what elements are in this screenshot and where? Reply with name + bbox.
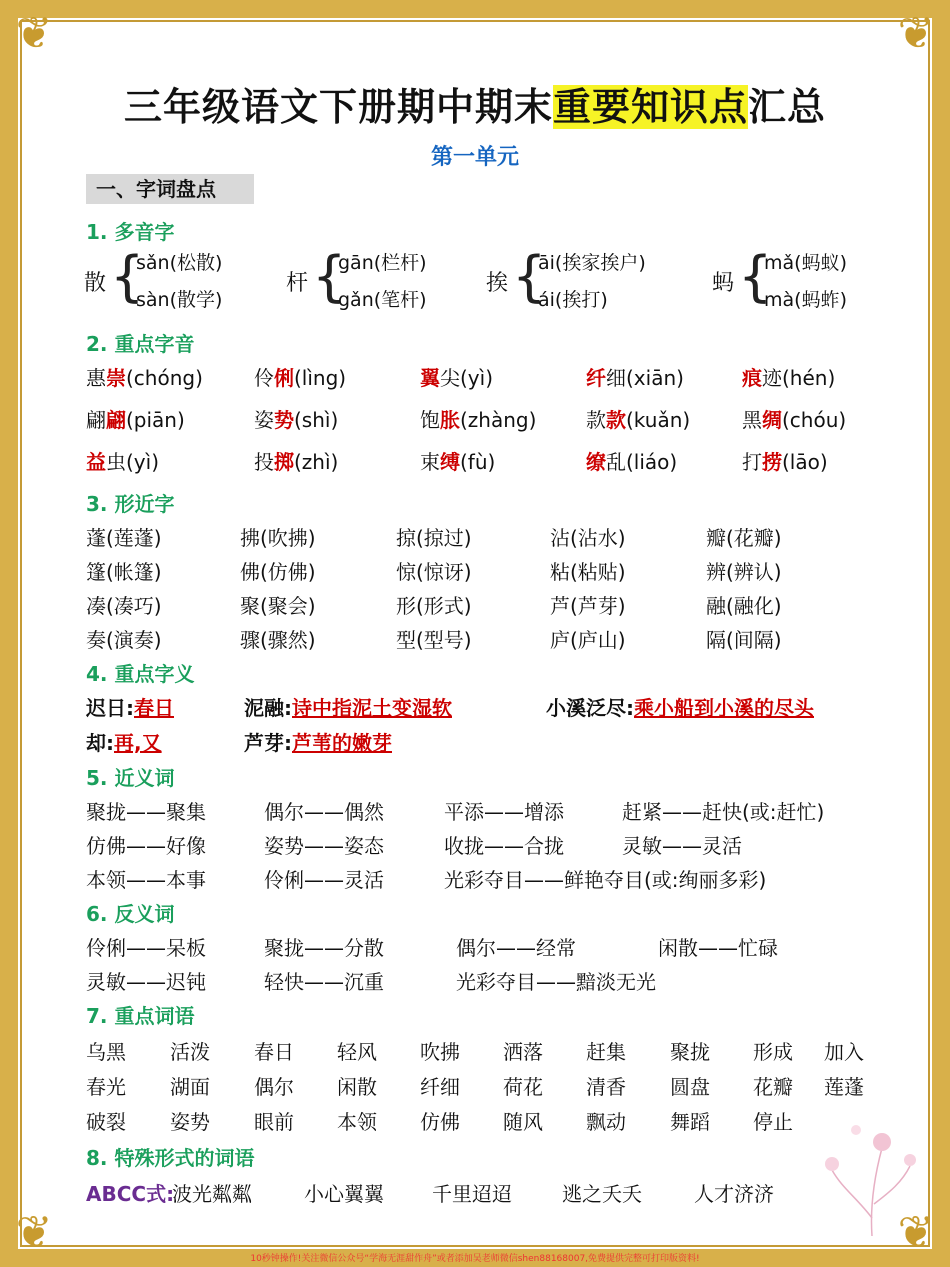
brace-icon: { [512,245,547,308]
key-sound-char: 崇 [106,366,126,390]
heading-meanings: 4. 重点字义 [86,662,195,686]
key-sound-post: (fù) [460,450,496,474]
key-word-item: 纤细 [420,1075,460,1099]
key-sound-post: (lìng) [294,366,347,390]
antonym-item: 灵敏——迟钝 [86,970,206,994]
key-sound-pre: 投 [254,450,274,474]
key-sound-char: 绸 [762,408,782,432]
similar-char-item: 芦(芦芽) [550,594,626,618]
key-sound-post: 细(xiān) [606,366,684,390]
key-word-item: 舞蹈 [670,1110,710,1134]
heading-synonyms: 5. 近义词 [86,766,175,790]
key-sound-pre: 翩 [86,408,106,432]
synonym-item: 姿势——姿态 [264,834,384,858]
similar-char-item: 融(融化) [706,594,782,618]
key-sound-item [586,404,690,433]
key-word-item: 破裂 [86,1110,126,1134]
polyphone-reading: mǎ(蚂蚁) [764,252,847,274]
key-sound-item [86,362,203,391]
key-sound-post: (lāo) [782,450,828,474]
key-sound-item [586,446,677,475]
key-sound-char: 纤 [586,366,606,390]
key-sound-char: 翩 [106,408,126,432]
antonym-item: 伶俐——呆板 [86,936,206,960]
similar-char-item: 庐(庐山) [550,628,626,652]
heading-polyphones: 1. 多音字 [86,220,175,244]
polyphone-char: 散 [84,271,107,296]
key-sound-post: (zhì) [294,450,339,474]
polyphone-reading: sàn(散学) [136,289,223,311]
key-sound-pre: 束 [420,450,440,474]
polyphone-reading: mà(蚂蚱) [764,289,847,311]
key-word-item: 闲散 [337,1075,377,1099]
antonym-item: 闲散——忙碌 [658,936,778,960]
heading-special-forms: 8. 特殊形式的词语 [86,1146,255,1170]
polyphone-char: 挨 [486,271,509,296]
key-word-item: 清香 [586,1075,626,1099]
key-word-item: 本领 [337,1110,377,1134]
similar-char-item: 聚(聚会) [240,594,316,618]
synonym-item: 仿佛——好像 [86,834,206,858]
similar-char-item: 惊(惊讶) [396,560,472,584]
special-form-item: 人才济济 [694,1182,774,1206]
key-sound-char: 翼 [420,366,440,390]
similar-char-item: 凑(凑巧) [86,594,162,618]
key-sound-post: (chóu) [782,408,847,432]
key-sound-item [420,362,493,391]
key-sound-pre: 款 [586,408,606,432]
synonym-item: 收拢——合拢 [444,834,564,858]
key-word-item: 形成 [753,1040,793,1064]
key-word-item: 仿佛 [420,1110,460,1134]
key-sound-item [420,446,495,475]
heading-similar-chars: 3. 形近字 [86,492,175,516]
key-sound-post: 虫(yì) [106,450,159,474]
polyphone-reading: gān(栏杆) [338,252,427,274]
key-sound-char: 痕 [742,366,762,390]
key-sound-char: 缚 [440,450,460,474]
key-word-item: 停止 [753,1110,793,1134]
synonym-item: 偶尔——偶然 [264,800,384,824]
key-word-item: 赶集 [586,1040,626,1064]
key-word-item: 轻风 [337,1040,377,1064]
similar-char-item: 隔(间隔) [706,628,782,652]
key-word-item: 吹拂 [420,1040,460,1064]
synonym-item: 灵敏——灵活 [622,834,742,858]
key-word-item: 姿势 [170,1110,210,1134]
key-sound-char: 益 [86,450,106,474]
similar-char-item: 佛(仿佛) [240,560,316,584]
key-sound-char: 胀 [440,408,460,432]
synonym-item: 赶紧——赶快(或:赶忙) [622,800,825,824]
heading-antonyms: 6. 反义词 [86,902,175,926]
key-sound-post: (zhàng) [460,408,537,432]
key-sound-pre: 姿 [254,408,274,432]
polyphone-reading: gǎn(笔杆) [338,289,427,311]
key-sound-item [742,446,828,475]
key-word-item: 圆盘 [670,1075,710,1099]
key-sound-item [254,362,346,391]
similar-char-item: 型(型号) [396,628,472,652]
antonym-item: 偶尔——经常 [456,936,576,960]
key-sound-post: (chóng) [126,366,203,390]
key-sound-char: 缭 [586,450,606,474]
similar-char-item: 骤(骤然) [240,628,316,652]
key-sound-char: 俐 [274,366,294,390]
key-word-item: 活泼 [170,1040,210,1064]
similar-char-item: 篷(帐篷) [86,560,162,584]
antonym-item: 聚拢——分散 [264,936,384,960]
polyphone-reading: ái(挨打) [538,289,608,311]
similar-char-item: 辨(辨认) [706,560,782,584]
key-word-item: 莲蓬 [824,1075,864,1099]
ornament-icon: ❦ [15,1207,53,1258]
special-form-item: 小心翼翼 [304,1182,384,1206]
special-label: ABCC式: [86,1182,175,1206]
similar-char-item: 沾(沾水) [550,526,626,550]
key-sound-post: 乱(liáo) [606,450,678,474]
antonym-item: 轻快——沉重 [264,970,384,994]
key-word-item: 加入 [824,1040,864,1064]
key-sound-post: (kuǎn) [626,408,691,432]
meaning-item: 泥融:诗中指泥土变湿软 [244,696,452,720]
key-sound-item [586,362,684,391]
key-sound-char: 款 [606,408,626,432]
key-sound-pre: 黑 [742,408,762,432]
key-word-item: 偶尔 [254,1075,294,1099]
similar-char-item: 形(形式) [396,594,472,618]
special-form-item: 千里迢迢 [432,1182,512,1206]
key-sound-post: (shì) [294,408,339,432]
synonym-item: 平添——增添 [444,800,564,824]
similar-char-item: 奏(演奏) [86,628,162,652]
key-sound-item [420,404,536,433]
key-word-item: 荷花 [503,1075,543,1099]
key-word-item: 春光 [86,1075,126,1099]
heading-key-sounds: 2. 重点字音 [86,332,195,356]
brace-icon: { [110,245,145,308]
key-sound-post: (piān) [126,408,185,432]
key-sound-post: 尖(yì) [440,366,493,390]
key-sound-item [86,404,185,433]
similar-char-item: 拂(吹拂) [240,526,316,550]
similar-char-item: 瓣(花瓣) [706,526,782,550]
key-sound-char: 势 [274,408,294,432]
heading-key-words: 7. 重点词语 [86,1004,195,1028]
key-word-item: 湖面 [170,1075,210,1099]
similar-char-item: 蓬(莲蓬) [86,526,162,550]
ornament-icon: ❦ [15,8,53,59]
key-sound-item [254,404,338,433]
special-form-item: 逃之夭夭 [562,1182,642,1206]
key-word-item: 聚拢 [670,1040,710,1064]
section-heading: 一、字词盘点 [86,174,254,204]
key-word-item: 花瓣 [753,1075,793,1099]
meaning-item: 迟日:春日 [86,696,174,720]
synonym-item: 伶俐——灵活 [264,868,384,892]
brace-icon: { [738,245,773,308]
key-sound-char: 捞 [762,450,782,474]
synonym-item: 光彩夺目——鲜艳夺目(或:绚丽多彩) [444,868,767,892]
key-sound-item [86,446,159,475]
key-sound-pre: 饱 [420,408,440,432]
polyphone-char: 蚂 [712,271,735,296]
key-sound-item [742,404,846,433]
special-form-item: 波光粼粼 [172,1182,252,1206]
polyphone-reading: sǎn(松散) [136,252,223,274]
page-title: 三年级语文下册期中期末重要知识点汇总 [123,85,827,129]
similar-char-item: 粘(粘贴) [550,560,626,584]
antonym-item: 光彩夺目——黯淡无光 [456,970,656,994]
synonym-item: 本领——本事 [86,868,206,892]
polyphone-char: 杆 [286,271,309,296]
footer-note: 10秒钟操作!关注微信公众号“学海无涯甜作舟”或者添加吴老师微信shen88168007,免费提供完整可打印版资料! [250,1254,700,1264]
key-word-item: 洒落 [503,1040,543,1064]
key-sound-pre: 打 [742,450,762,474]
key-word-item: 乌黑 [86,1040,126,1064]
synonym-item: 聚拢——聚集 [86,800,206,824]
key-sound-pre: 惠 [86,366,106,390]
flower-decoration [812,1108,922,1236]
key-sound-char: 掷 [274,450,294,474]
similar-char-item: 掠(掠过) [396,526,472,550]
key-word-item: 飘动 [586,1110,626,1134]
key-word-item: 随风 [503,1110,543,1134]
key-word-item: 春日 [254,1040,294,1064]
key-sound-post: 迹(hén) [762,366,836,390]
unit-title: 第一单元 [430,145,519,170]
ornament-icon: ❦ [897,8,935,59]
key-word-item: 眼前 [254,1110,294,1134]
key-sound-item [254,446,338,475]
meaning-item: 却:再,又 [86,731,162,755]
key-sound-item [742,362,835,391]
ornament-icon: ❦ [897,1207,935,1258]
meaning-item: 小溪泛尽:乘小船到小溪的尽头 [546,696,814,720]
brace-icon: { [312,245,347,308]
key-sound-pre: 伶 [254,366,274,390]
polyphone-reading: āi(挨家挨户) [538,252,646,274]
meaning-item: 芦芽:芦苇的嫩芽 [244,731,392,755]
